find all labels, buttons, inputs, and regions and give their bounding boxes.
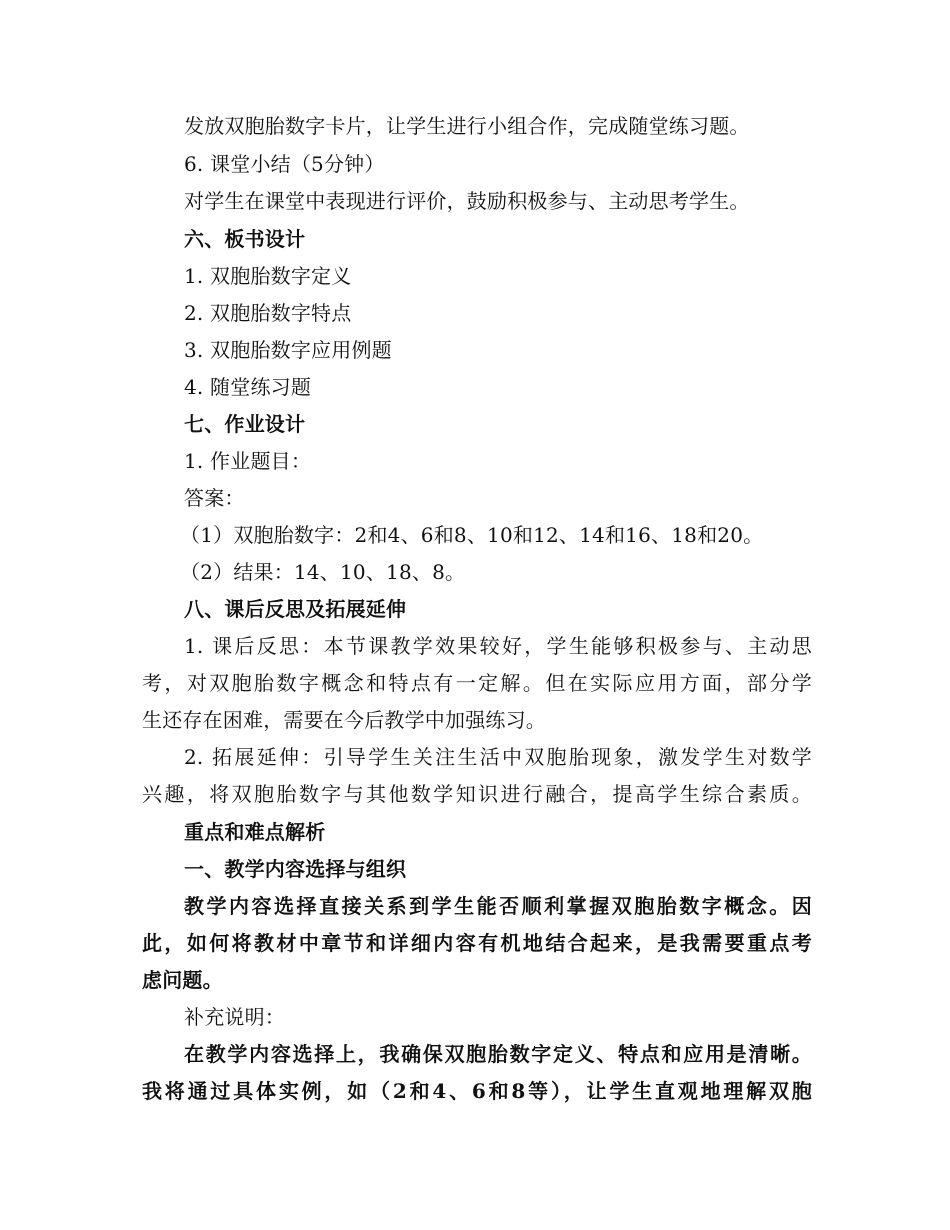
section-heading: 六、板书设计 xyxy=(184,227,306,251)
body-line: 兴趣，将双胞胎数字与其他数学知识进行融合，提高学生综合素质。 xyxy=(142,782,812,806)
list-item: 6. 课堂小结（5分钟） xyxy=(184,152,385,176)
list-item: 4. 随堂练习题 xyxy=(184,375,312,399)
section-heading: 七、作业设计 xyxy=(184,412,306,436)
list-item: 1. 作业题目： xyxy=(184,449,312,473)
body-line: 考，对双胞胎数字概念和特点有一定解。但在实际应用方面，部分学 xyxy=(142,671,812,695)
list-item: 2. 双胞胎数字特点 xyxy=(184,301,352,325)
list-item: 3. 双胞胎数字应用例题 xyxy=(184,338,392,362)
section-heading: 重点和难点解析 xyxy=(184,820,326,844)
body-line: 补充说明： xyxy=(184,1005,285,1029)
body-line: 答案： xyxy=(184,486,245,510)
body-line: （2）结果：14、10、18、8。 xyxy=(180,560,466,584)
body-line: 我将通过具体实例，如（2和4、6和8等），让学生直观地理解双胞 xyxy=(142,1079,812,1103)
body-line: 教学内容选择直接关系到学生能否顺利掌握双胞胎数字概念。因 xyxy=(184,894,812,918)
body-line: 2. 拓展延伸：引导学生关注生活中双胞胎现象，激发学生对数学 xyxy=(184,745,812,769)
body-line: 发放双胞胎数字卡片，让学生进行小组合作，完成随堂练习题。 xyxy=(184,114,750,138)
body-line: 对学生在课堂中表现进行评价，鼓励积极参与、主动思考学生。 xyxy=(184,189,750,213)
body-line: （1）双胞胎数字：2和4、6和8、10和12、14和16、18和20。 xyxy=(180,523,764,547)
section-heading: 八、课后反思及拓展延伸 xyxy=(184,597,407,621)
body-line: 1. 课后反思：本节课教学效果较好，学生能够积极参与、主动思 xyxy=(184,634,812,658)
section-heading: 一、教学内容选择与组织 xyxy=(184,857,407,881)
body-line: 在教学内容选择上，我确保双胞胎数字定义、特点和应用是清晰。 xyxy=(184,1042,812,1066)
body-line: 虑问题。 xyxy=(142,968,223,992)
list-item: 1. 双胞胎数字定义 xyxy=(184,264,352,288)
body-line: 此，如何将教材中章节和详细内容有机地结合起来，是我需要重点考 xyxy=(142,931,812,955)
body-line: 生还存在困难，需要在今后教学中加强练习。 xyxy=(142,708,546,732)
